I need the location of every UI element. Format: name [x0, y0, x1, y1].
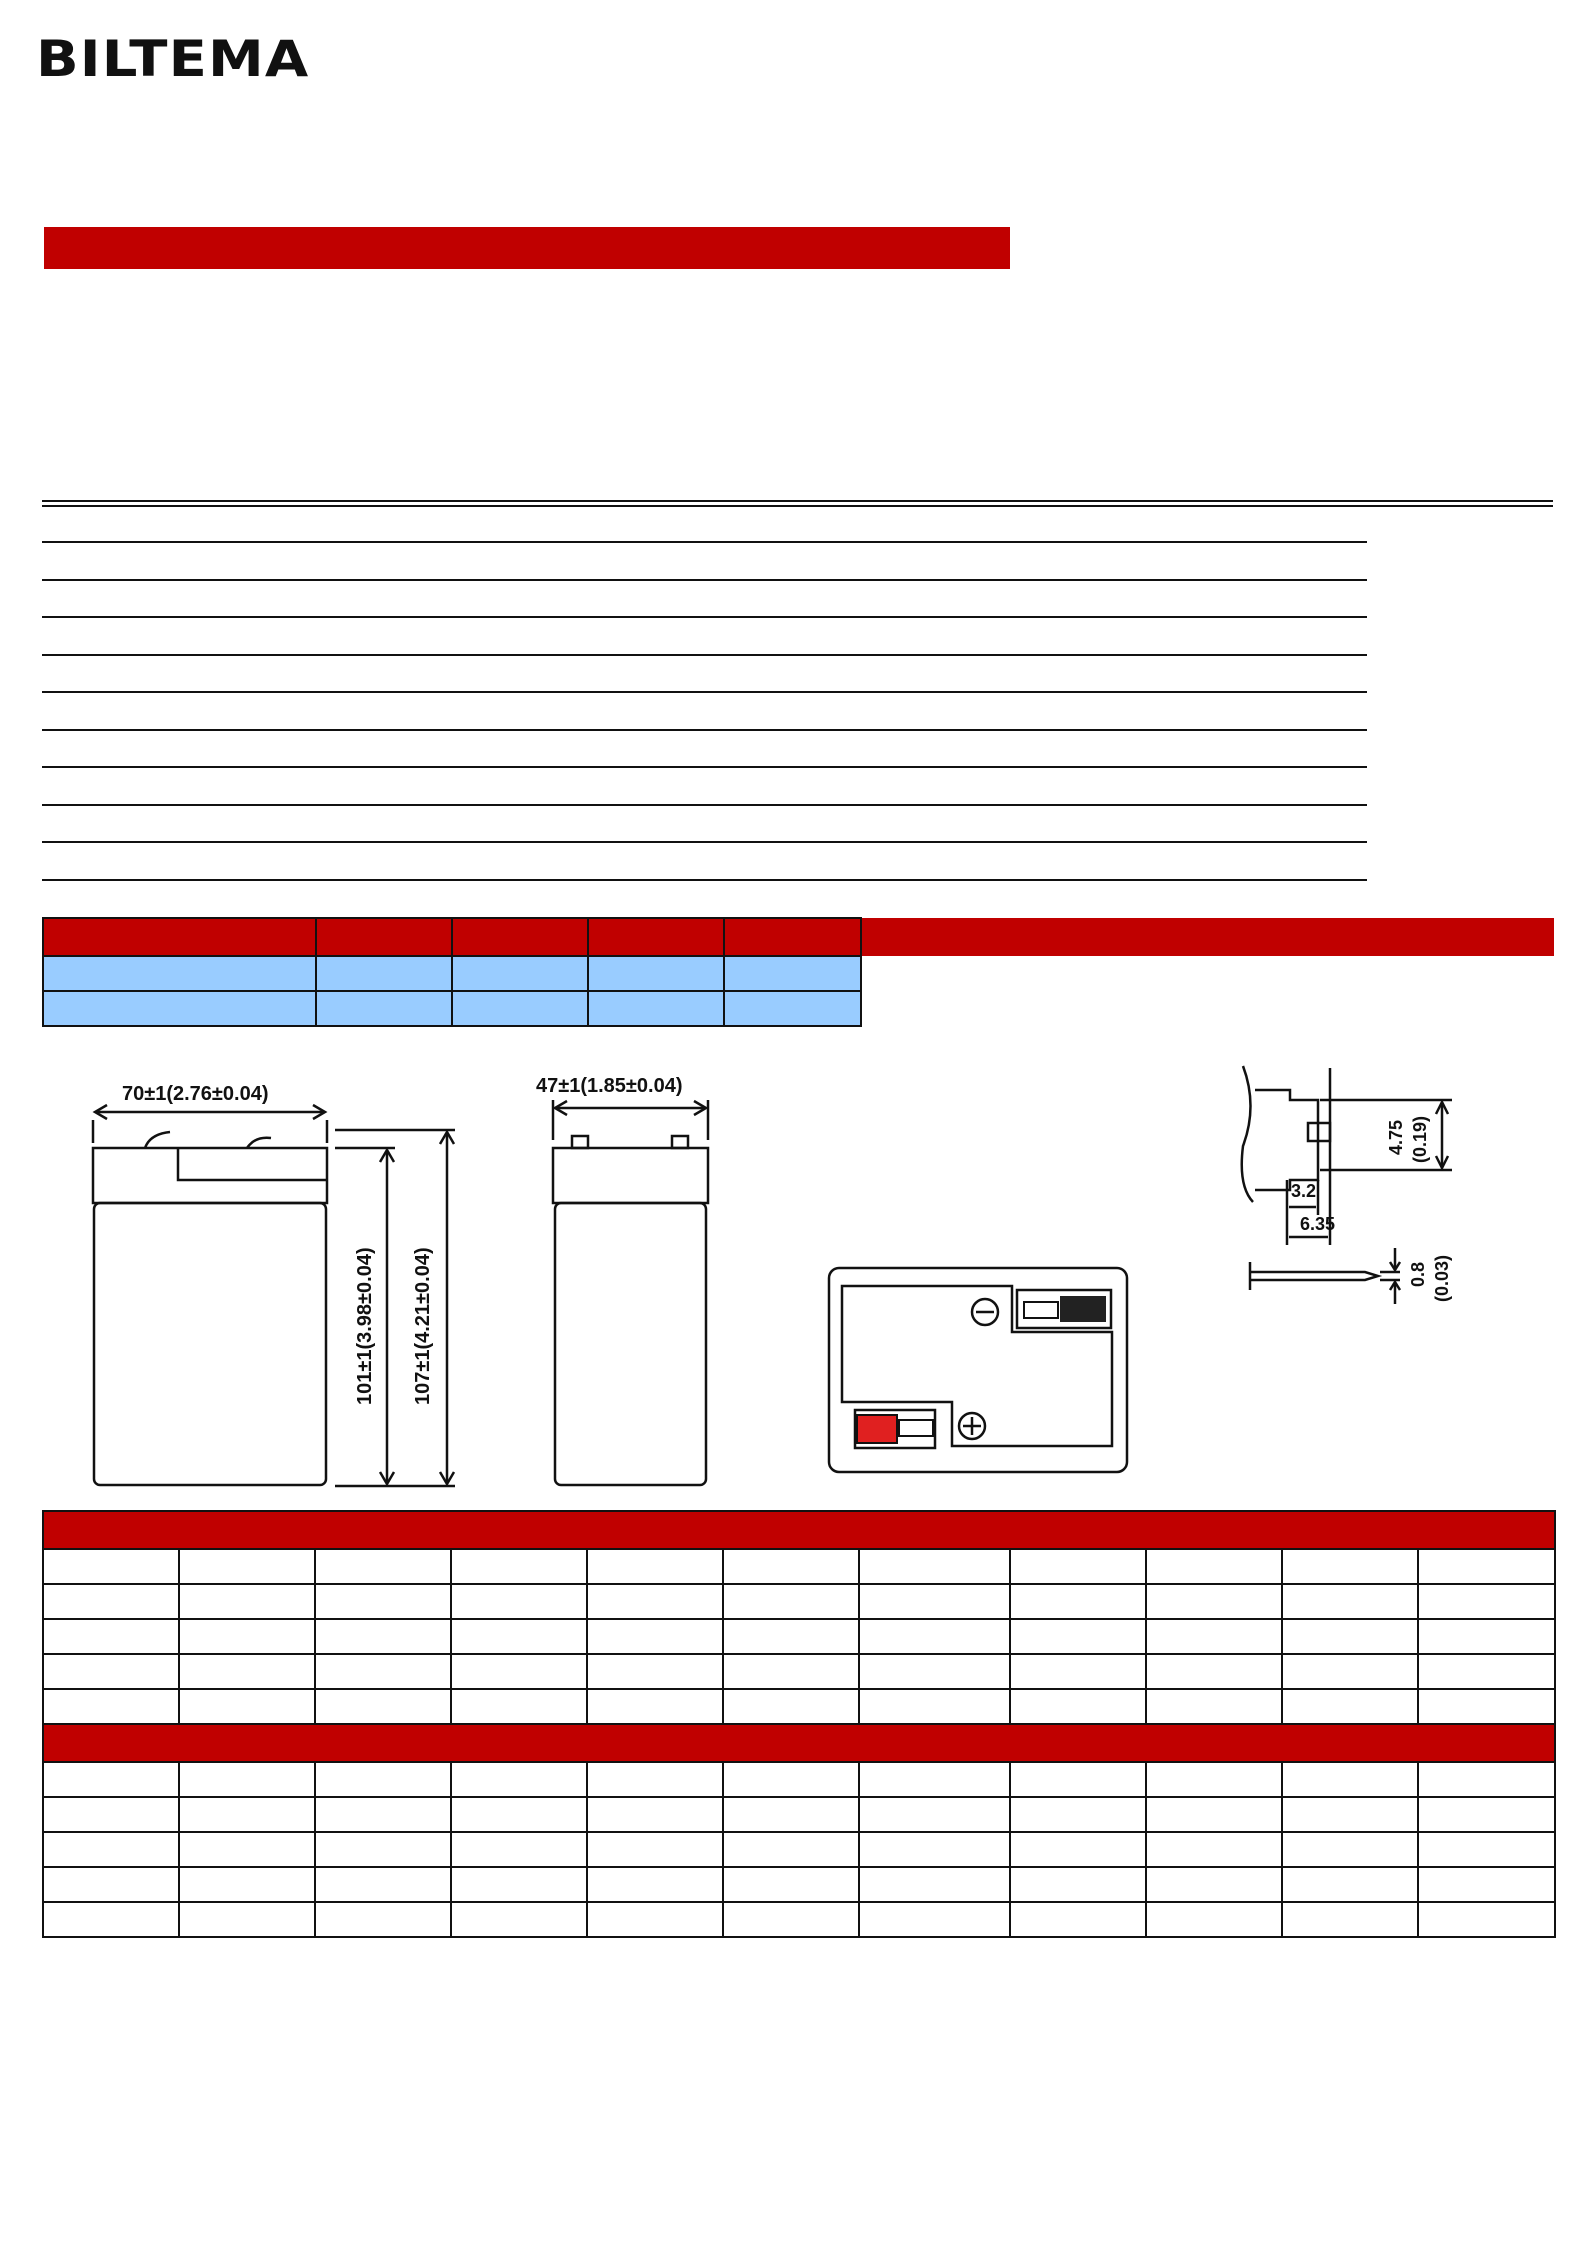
spec-line [42, 541, 1367, 543]
terminal-height-label: 4.75 [1386, 1119, 1406, 1155]
table-row [43, 956, 861, 991]
title-bar [44, 227, 1010, 269]
battery-front-view [93, 1105, 455, 1486]
spec-line [42, 691, 1367, 693]
terminal-width-label: 6.35 [1300, 1214, 1336, 1234]
table-header-cell [43, 1724, 1555, 1762]
thickness-inch-label: (0.03) [1432, 1254, 1452, 1302]
table-cell [724, 956, 861, 991]
hole-offset-label: 3.2 [1291, 1181, 1317, 1201]
spec-line [42, 729, 1367, 731]
table-header-cell [724, 918, 861, 956]
width-dimension-label: 70±1(2.76±0.04) [122, 1083, 269, 1105]
table-cell [588, 956, 724, 991]
dimension-header-band [858, 918, 1554, 956]
thickness-label: 0.8 [1408, 1261, 1428, 1287]
table-row [43, 1797, 1555, 1832]
battery-side-view [553, 1100, 708, 1485]
spec-line [42, 579, 1367, 581]
table-row [43, 1549, 1555, 1584]
table-header-cell [452, 918, 588, 956]
biltema-logo: BILTEMA [36, 30, 310, 88]
total-height-label: 107±1(4.21±0.04) [412, 1247, 434, 1405]
table-header-cell [316, 918, 452, 956]
table-header-cell [588, 918, 724, 956]
table-cell [316, 956, 452, 991]
table-header-row [43, 1724, 1555, 1762]
table-row [43, 1832, 1555, 1867]
table-cell [724, 991, 861, 1026]
table-row [43, 1867, 1555, 1902]
container-height-label: 101±1(3.98±0.04) [354, 1247, 376, 1405]
spec-line [42, 804, 1367, 806]
dimension-table [42, 917, 862, 1027]
spec-line [42, 879, 1367, 881]
table-cell [43, 956, 316, 991]
table-cell [452, 991, 588, 1026]
table-cell [316, 991, 452, 1026]
table-row [43, 1619, 1555, 1654]
table-row [43, 1689, 1555, 1724]
spec-line [42, 616, 1367, 618]
double-rule-top [42, 500, 1553, 502]
table-header-cell [43, 918, 316, 956]
table-row [43, 1654, 1555, 1689]
table-header-cell [43, 1511, 1555, 1549]
depth-dimension-label: 47±1(1.85±0.04) [536, 1075, 683, 1097]
table-cell [588, 991, 724, 1026]
table-row [43, 991, 861, 1026]
table-cell [452, 956, 588, 991]
table-row [43, 918, 861, 956]
spec-line [42, 841, 1367, 843]
spec-line [42, 766, 1367, 768]
table-header-row [43, 1511, 1555, 1549]
table-row [43, 1762, 1555, 1797]
battery-drawings [0, 1060, 1587, 1500]
table-row [43, 1902, 1555, 1937]
terminal-height-inch-label: (0.19) [1410, 1115, 1430, 1163]
table-row [43, 1584, 1555, 1619]
spec-line [42, 654, 1367, 656]
table-cell [43, 991, 316, 1026]
double-rule-bottom [42, 505, 1553, 507]
discharge-table-1 [42, 1510, 1556, 1938]
